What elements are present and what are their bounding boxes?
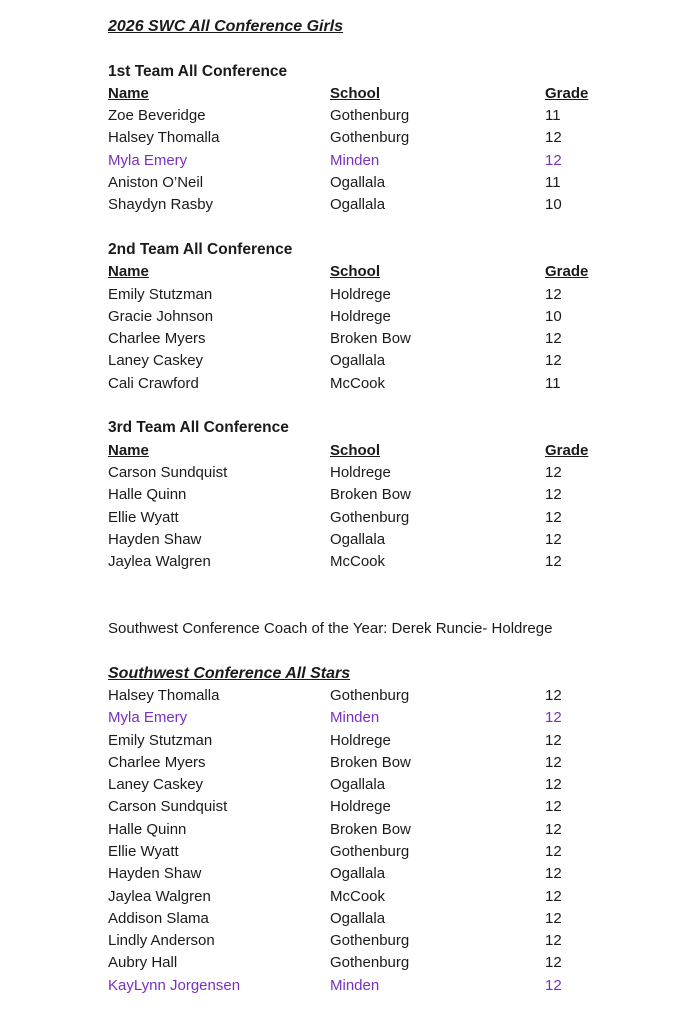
player-grade: 12	[545, 976, 562, 994]
column-header-name: Name	[108, 441, 149, 459]
team-rows	[108, 284, 664, 395]
team-rows	[108, 105, 664, 216]
player-school: Broken Bow	[330, 753, 411, 771]
table-row	[108, 774, 664, 796]
player-grade: 11	[545, 107, 561, 125]
table-row	[108, 707, 664, 729]
player-name: Halle Quinn	[108, 486, 187, 504]
table-row	[108, 284, 664, 306]
player-school: Ogallala	[330, 352, 386, 370]
player-school: Ogallala	[330, 865, 386, 883]
player-school: Broken Bow	[330, 820, 411, 838]
player-name: Shaydyn Rasby	[108, 196, 214, 214]
table-row	[108, 796, 664, 818]
table-row	[108, 127, 664, 149]
player-school: Minden	[330, 976, 380, 994]
player-school: Broken Bow	[330, 486, 411, 504]
player-name: Aubry Hall	[108, 954, 178, 972]
player-name: Hayden Shaw	[108, 865, 202, 883]
column-header-school: School	[330, 84, 381, 102]
player-name: Gracie Johnson	[108, 307, 214, 325]
player-school: Gothenburg	[330, 508, 410, 526]
player-school: Holdrege	[330, 285, 391, 303]
player-grade: 12	[545, 753, 562, 771]
player-school: Gothenburg	[330, 686, 410, 704]
player-grade: 12	[545, 129, 562, 147]
teams-container	[108, 61, 664, 574]
player-grade: 12	[545, 686, 562, 704]
table-row	[108, 328, 664, 350]
table-row	[108, 529, 664, 551]
table-row	[108, 863, 664, 885]
column-header-grade: Grade	[545, 441, 589, 459]
player-name: Carson Sundquist	[108, 463, 228, 481]
player-name: Ellie Wyatt	[108, 842, 179, 860]
player-name: Charlee Myers	[108, 753, 206, 771]
player-school: Holdrege	[330, 798, 391, 816]
player-name: Aniston O’Neil	[108, 174, 204, 192]
table-row	[108, 752, 664, 774]
player-grade: 11	[545, 174, 561, 192]
table-row	[108, 819, 664, 841]
player-school: Ogallala	[330, 776, 386, 794]
all-stars-table	[108, 685, 664, 997]
table-row	[108, 952, 664, 974]
table-header-row	[108, 261, 664, 283]
player-name: Laney Caskey	[108, 352, 204, 370]
player-name: Jaylea Walgren	[108, 553, 211, 571]
player-grade: 12	[545, 820, 562, 838]
player-name: Hayden Shaw	[108, 530, 202, 548]
player-grade: 12	[545, 352, 562, 370]
player-grade: 12	[545, 151, 562, 169]
player-grade: 12	[545, 909, 562, 927]
player-school: Ogallala	[330, 196, 386, 214]
player-school: Ogallala	[330, 174, 386, 192]
column-header-school: School	[330, 263, 381, 281]
player-name: Jaylea Walgren	[108, 887, 211, 905]
column-header-grade: Grade	[545, 263, 589, 281]
player-name: Halsey Thomalla	[108, 129, 220, 147]
player-school: Holdrege	[330, 307, 391, 325]
player-name: Myla Emery	[108, 151, 188, 169]
table-row	[108, 462, 664, 484]
player-name: Myla Emery	[108, 709, 188, 727]
player-name: Charlee Myers	[108, 330, 206, 348]
player-name: Addison Slama	[108, 909, 209, 927]
player-name: Zoe Beveridge	[108, 107, 206, 125]
player-name: Cali Crawford	[108, 374, 199, 392]
player-school: McCook	[330, 374, 386, 392]
player-name: Emily Stutzman	[108, 731, 213, 749]
table-row	[108, 484, 664, 506]
player-grade: 12	[545, 709, 562, 727]
table-row	[108, 306, 664, 328]
player-school: Gothenburg	[330, 954, 410, 972]
team-section	[108, 417, 664, 573]
player-school: Minden	[330, 151, 380, 169]
all-stars-heading: Southwest Conference All Stars	[108, 664, 351, 682]
table-row	[108, 373, 664, 395]
player-name: Ellie Wyatt	[108, 508, 179, 526]
player-grade: 12	[545, 887, 562, 905]
team-heading: 3rd Team All Conference	[108, 419, 289, 437]
player-school: Broken Bow	[330, 330, 411, 348]
player-grade: 10	[545, 307, 562, 325]
table-row	[108, 930, 664, 952]
player-school: Gothenburg	[330, 842, 410, 860]
player-school: Holdrege	[330, 463, 391, 481]
table-row	[108, 150, 664, 172]
player-school: Gothenburg	[330, 932, 410, 950]
player-grade: 12	[545, 330, 562, 348]
player-grade: 12	[545, 530, 562, 548]
column-header-school: School	[330, 441, 381, 459]
column-header-name: Name	[108, 84, 149, 102]
player-school: Gothenburg	[330, 107, 410, 125]
player-grade: 12	[545, 486, 562, 504]
table-row	[108, 908, 664, 930]
player-grade: 12	[545, 731, 562, 749]
table-row	[108, 194, 664, 216]
player-grade: 12	[545, 776, 562, 794]
player-grade: 12	[545, 553, 562, 571]
player-grade: 12	[545, 865, 562, 883]
player-school: Ogallala	[330, 530, 386, 548]
table-row	[108, 105, 664, 127]
column-header-grade: Grade	[545, 84, 589, 102]
team-heading: 1st Team All Conference	[108, 62, 288, 80]
player-school: McCook	[330, 553, 386, 571]
player-grade: 11	[545, 374, 561, 392]
table-row	[108, 730, 664, 752]
table-row	[108, 350, 664, 372]
table-row	[108, 172, 664, 194]
player-school: Minden	[330, 709, 380, 727]
player-grade: 10	[545, 196, 562, 214]
player-name: Emily Stutzman	[108, 285, 213, 303]
team-section	[108, 61, 664, 217]
column-header-name: Name	[108, 263, 149, 281]
player-school: Gothenburg	[330, 129, 410, 147]
player-grade: 12	[545, 932, 562, 950]
team-rows	[108, 462, 664, 573]
player-grade: 12	[545, 285, 562, 303]
table-header-row	[108, 440, 664, 462]
team-heading: 2nd Team All Conference	[108, 240, 293, 258]
player-grade: 12	[545, 798, 562, 816]
page-title: 2026 SWC All Conference Girls	[108, 18, 344, 35]
table-row	[108, 685, 664, 707]
player-name: Carson Sundquist	[108, 798, 228, 816]
player-school: McCook	[330, 887, 386, 905]
table-row	[108, 841, 664, 863]
team-section	[108, 239, 664, 395]
player-school: Holdrege	[330, 731, 391, 749]
coach-of-year-line: Southwest Conference Coach of the Year: Derek Runcie- Holdrege	[108, 620, 553, 638]
player-grade: 12	[545, 463, 562, 481]
player-name: Laney Caskey	[108, 776, 204, 794]
table-row	[108, 975, 664, 997]
player-grade: 12	[545, 842, 562, 860]
player-grade: 12	[545, 508, 562, 526]
table-row	[108, 886, 664, 908]
player-name: Lindly Anderson	[108, 932, 215, 950]
table-row	[108, 551, 664, 573]
table-row	[108, 507, 664, 529]
player-school: Ogallala	[330, 909, 386, 927]
player-name: Halsey Thomalla	[108, 686, 220, 704]
player-name: Halle Quinn	[108, 820, 187, 838]
player-grade: 12	[545, 954, 562, 972]
player-name: KayLynn Jorgensen	[108, 976, 241, 994]
table-header-row	[108, 83, 664, 105]
